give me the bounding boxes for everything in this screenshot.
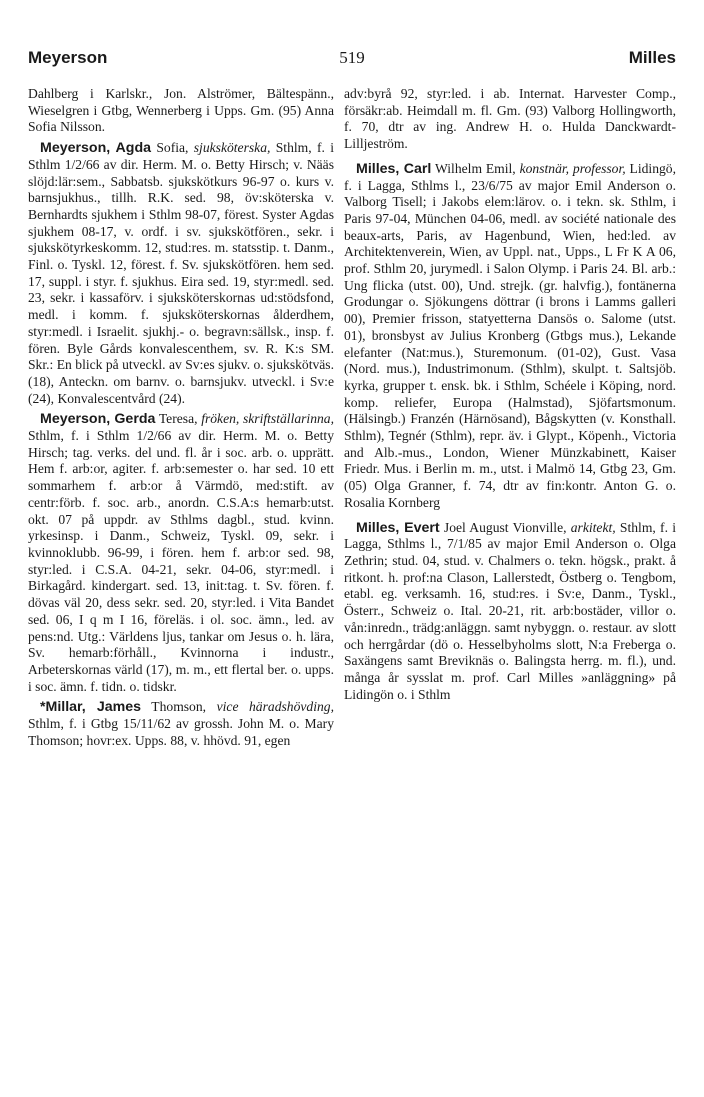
page-header (28, 48, 676, 72)
entry-milles-carl (344, 161, 676, 512)
right-column (344, 86, 676, 707)
entry-name: Milles, Evert (356, 519, 440, 536)
entry-body: adv:byrå 92, styr:led. i ab. Internat. Harvester Comp., försäkr:ab. Heimdall m. fl. Gm. (93) Valborg Hollingworth, f. 70, dtr av ing. Andrew H. o. Hulda Danckwardt-Lilljeström. (344, 86, 676, 152)
left-column (28, 86, 334, 753)
entry-given-names: Wilhelm Emil, (431, 160, 520, 176)
entry-name: Meyerson, Agda (40, 140, 151, 157)
entry-continuation (344, 86, 676, 153)
entry-body: Sthlm, f. i Sthlm 1/2/66 av dir. Herm. M. o. Betty Hirsch; v. Nääs slöjd:lär:sem., Sabbatsb. sjukskötkurs 96-97 o. kurs v. barnsjukhus., tillh. R.K. sed. 98, öv:sköterska v. Bernhardts sjukhem i Sthlm 98-07, förest. Syster Agdas sjukhem 08-17, v. ordf. i sv. sjukskötfören., sekr. i sjukskötyrkeskomm. 12, stud:res. m. statsstip. t. Danm., Finl. o. Tyskl. 12, förest. f. Sv. sjukskötfören. hem sed. 17, suppl. i styr. f. sjukhus. Eira sed. 19, styr:medl. sed. 23, sekr. i kassaförv. i sjuksköterskornas ud:stödsfond, medl. i komm. f. sjuksköterskornas ålderdhem, styr:medl. i Israelit. sjukhj.- o. begravn:sällsk., insp. f. fören. Byle Gårds konvalescenthem, sv. R. K:s SM. Skr.: En blick på utveckl. av Sv:es sjukv. o. sjukskötväs. (18), Anteckn. om barnv. o. barnsjukv. utveckl. i Sv:e (24), Konvalescentvård (24). (28, 140, 334, 406)
entry-name: Milles, Carl (356, 160, 432, 177)
entry-meyerson-gerda (28, 411, 334, 695)
page-number: 519 (339, 48, 365, 67)
entry-profession: fröken, skriftställarinna, (201, 411, 334, 427)
entry-body: Sthlm, f. i Lagga, Sthlms l., 7/1/85 av major Emil Anderson o. Olga Zethrin; stud. 04, stud. v. Chalmers o. tekn. högsk., prakt. å ritkont. h. prof:na Clason, Lallerstedt, Östberg o. Tengbom, etabl. eg. verksamh. 16, stud:res. i Sv:e, Danm., Tyskl., Österr., Schweiz o. Ital. 20-21, rit. arb:bostäder, villor o. vån:inredn., trädg:anläggn. samt nybyggn. o. restaur. av slott och herrgårdar (dö o. Hesselbyholms slott, N:a Freberga o. Saxängens samt Breviknäs o. Balingsta herrg. m. fl.), und. många år sysslat m. prof. Carl Milles »anläggning» på Lidingön o. i Sthlm (344, 519, 676, 702)
entry-profession: vice häradshövding, (216, 699, 334, 715)
entry-given-names: Joel August Vionville, (439, 519, 571, 535)
entry-continuation (28, 86, 334, 136)
entry-meyerson-agda (28, 140, 334, 407)
entry-given-names: Sofia, (151, 140, 194, 156)
entry-body: Lidingö, f. i Lagga, Sthlms l., 23/6/75 av major Emil Anderson o. Valborg Tisell; i Jakobs elem:lärov. o. i tekn. sk. Sthlm, i Paris 97-04, München 04-06, medl. av société nationale des beaux-arts, Paris, av Hagenbund, Wien, hed:led. av Architektenverein, Wien, av Uppl. nat., Upps., L Fr K A 06, prof. Sthlm 20, jurymedl. i Salon Olymp. i Paris 24. Bl. arb.: Ung flicka (utst. 00), Und. strejk. (gr. halvfig.), fontänerna Grodungar o. Sjökungens döttrar (i brons i Lamms galleri 00), Premier frisson, statyetterna Dansös o. Salome (utst. 01), bronsbyst av Julius Kronberg (Gtbgs mus.), Lekande elefanter (Nat:mus.), Sturemonum. (01-02), Gust. Vasa (Nord. mus.), Industrimonum. (Sthlm), skulpt. t. Saltsjöb. kyrka, grupper t. ensk. bk. i Sthlm, Schéele i Köping, nord. komp. reliefer, Europa (Halmstad), Sjöfartsmonum. (Hälsingb.) Franzén (Härnösand), Bågskytten (v. Konsthall. Sthlm), Tegnér (Sthlm), repr. äv. i Glypt., Köpenh., Victoria and Alb.-mus., London, Wiener Münzkabinett, Kaiser Friedr. Mus. i Berlin m. m., utst. i Malmö 14, Gtbg 23, Gm. (05) Olga Granner, f. 74, dtr av fin:kontr. Anton G. o. Rosalia Kornberg (344, 160, 676, 510)
entry-body: Dahlberg i Karlskr., Jon. Alströmer, Bältespänn., Wieselgren i Gtbg, Wennerberg i Upps. Gm. (95) Anna Sofia Nilsson. (28, 86, 334, 135)
entry-name: *Millar, James (40, 699, 141, 716)
entry-name: Meyerson, Gerda (40, 411, 156, 428)
entry-milles-evert (344, 520, 676, 704)
entry-given-names: Teresa, (155, 411, 202, 427)
entry-body: Sthlm, f. i Gtbg 15/11/62 av grossh. John M. o. Mary Thomson; hovr:ex. Upps. 88, v. hhövd. 91, egen (28, 716, 334, 748)
entry-given-names: Thomson, (141, 699, 217, 715)
header-right-word: Milles (628, 48, 676, 67)
entry-profession: sjuksköterska, (193, 140, 271, 156)
entry-millar-james (28, 699, 334, 749)
entry-body: Sthlm, f. i Sthlm 1/2/66 av dir. Herm. M. o. Betty Hirsch; tag. verks. del und. fl. år i soc. arb. o. upprätt. Hem f. arb:or, agiter. f. arb:semester o. har sed. 10 ett sommarhem f. arb:or å Värmdö, med:stift. av centr:förb. f. soc. arb., anordn. C.S.A:s hemarb:utst. okt. 07 på uppdr. av Sthlms dagbl., stud. kvinn. yrkesinsp. i Danm., Schweiz, Tyskl. 09, sekr. i kvinnoklubb. 96-99, i fören. hem f. arb:or sed. 98, styr:led. i C.S.A. 04-21, sekr. 04-06, styr:medl. i Birkagård. kindergart. sed. 13, init:tag. t. Sv. fören. f. dövas väl 20, dess sekr. sed. 20, styr:led. i Vita Bandet sed. 06, I q m I 16, föreläs. i ol. soc. ämn., led. av pens:nd. Utg.: Världens ljus, tankar om Jesus o. h. lära, Sv. hemarb:förhåll., Kvinnorna i industr., Arbeterskornas värld (17), m. m., ett flertal ber. o. upps. i soc. ämn. f. tidn. o. tidskr. (28, 428, 334, 694)
entry-profession: arkitekt, (570, 519, 616, 535)
header-left-word: Meyerson (28, 48, 108, 67)
entry-profession: konstnär, professor, (519, 160, 626, 176)
